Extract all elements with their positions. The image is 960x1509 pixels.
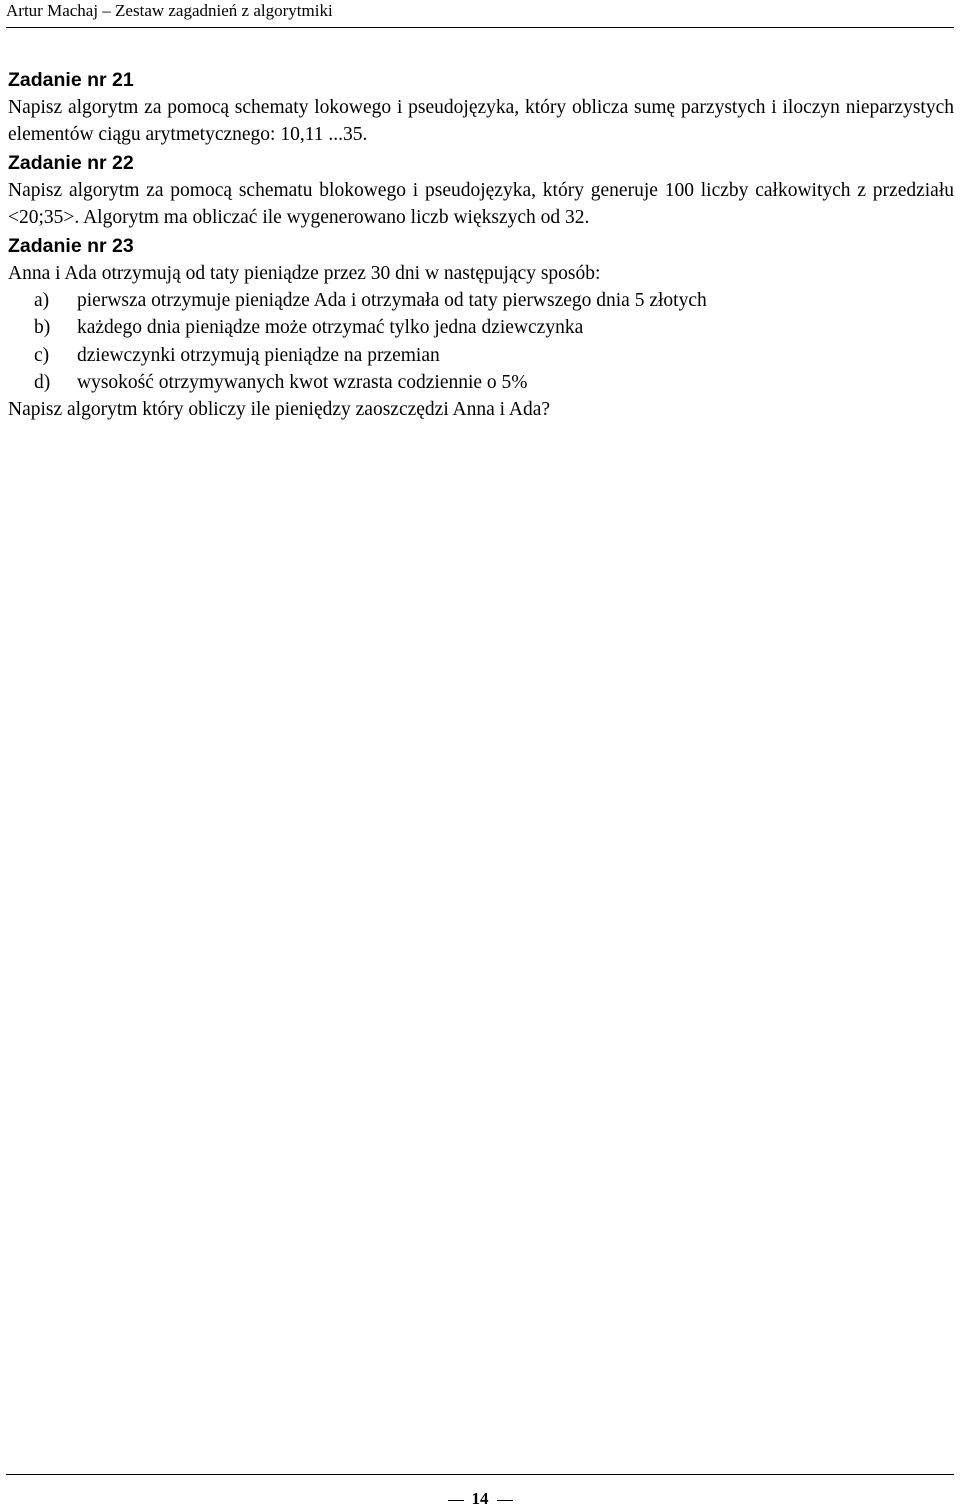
task-title: Zadanie nr 21 [8,69,134,91]
list-marker: d) [34,371,51,393]
list-marker: a) [34,290,50,311]
task-body: Napisz algorytm za pomocą schematu blokowego i pseudojęzyka, który generuje 100 liczby całkowitych z przedziału <20;35>. Algorytm ma obliczać ile wygenerowano liczb większych od 32. [8,180,954,228]
task-title: Zadanie nr 22 [8,152,134,174]
list-item [34,342,954,369]
list-item [34,314,954,341]
task-23 [8,232,954,423]
list-marker: b) [34,317,51,339]
list-item-text: każdego dnia pieniądze może otrzymać tylko jedna dziewczynka [77,317,584,339]
footer-rule [6,1474,954,1475]
task-21 [8,66,954,148]
list-item-text: pierwsza otrzymuje pieniądze Ada i otrzymała od taty pierwszego dnia 5 złotych [77,290,707,311]
page-number-dash-right [497,1500,513,1501]
task-body: Napisz algorytm za pomocą schematy lokowego i pseudojęzyka, który oblicza sumę parzystych i iloczyn nieparzystych elementów ciągu arytmetycznego: 10,11 ...35. [8,97,954,145]
task-intro: Anna i Ada otrzymują od taty pieniądze przez 30 dni w następujący sposób: [8,263,601,284]
document-content [8,66,954,424]
task-conditions-list [8,287,954,396]
task-title: Zadanie nr 23 [8,235,134,257]
list-marker: c) [34,344,50,366]
header-rule [6,27,954,28]
list-item [34,287,954,314]
page-number-dash-left [448,1500,464,1501]
list-item-text: wysokość otrzymywanych kwot wzrasta codziennie o 5% [77,371,528,393]
page-header: Artur Machaj – Zestaw zagadnień z algorytmiki [6,1,333,20]
list-item [34,369,954,396]
page-number-value: 14 [471,1489,489,1508]
list-item-text: dziewczynki otrzymują pieniądze na przemian [77,344,440,366]
page-number [0,1489,960,1509]
task-closing-question: Napisz algorytm który obliczy ile pieniędzy zaoszczędzi Anna i Ada? [8,399,551,421]
task-22 [8,149,954,231]
